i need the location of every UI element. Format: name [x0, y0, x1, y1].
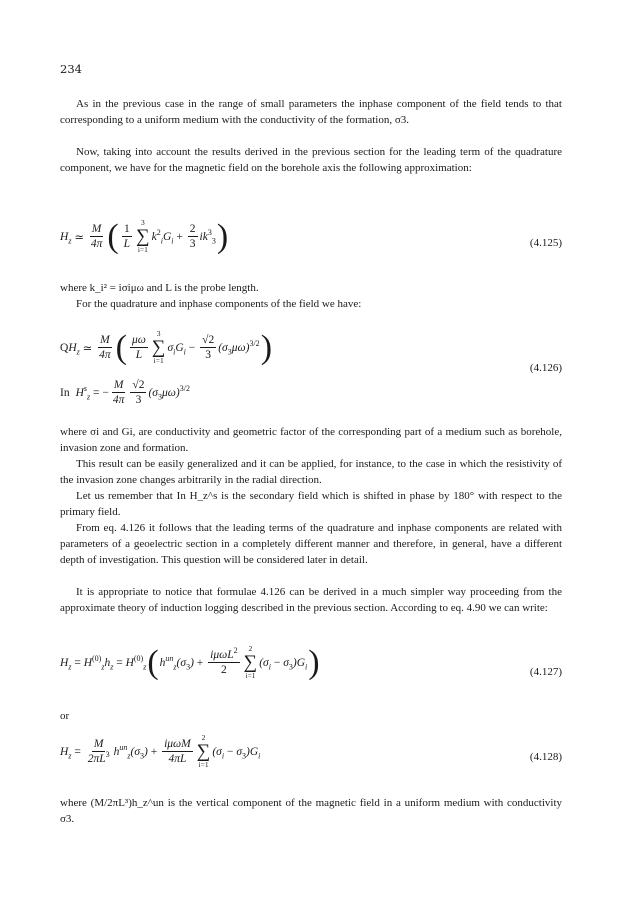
equation-4-126-quadrature: Q $H_z$ ≃ $\frac{M}{4\pi}$ ( $\frac{\mu\omega}{L}$ 3 ∑ i=1 $\sigma_iG_i$ − $\frac{√2}{3}$ $(\sigma_3\mu\omega)^{3/2}$ ) [60, 328, 273, 366]
paragraph-8: From eq. 4.126 it follows that the leading terms of the quadrature and inphase components are related with parameters of a geoelectric section in a completely different manner and therefore, in general, have a different depth of investigation. This question will be considered later in detail. [60, 522, 562, 566]
paragraph-9: It is appropriate to notice that formulae 4.126 can be derived in a much simpler way proceeding from the approximate theory of induction logging described in the previous section. According to eq. 4.90 we can write: [60, 586, 562, 614]
paragraph-1: As in the previous case in the range of small parameters the inphase component of the field tends to that corresponding to a uniform medium with the conductivity of the formation, σ3. [60, 98, 562, 126]
paragraph-5: where σi and Gi, are conductivity and geometric factor of the corresponding part of a medium such as borehole, invasion zone and formation. [60, 426, 562, 454]
sum-lower-limit: i=1 [245, 671, 256, 680]
paragraph-7: Let us remember that In H_z^s is the secondary field which is shifted in phase by 180° with respect to the primary field. [60, 490, 562, 518]
equation-number-4-125: (4.125) [529, 237, 562, 249]
paragraph-4: For the quadrature and inphase components of the field we have: [76, 298, 362, 310]
equation-4-125: $H_z$ ≃ $\frac{M}{4\pi}$ ( $\frac{1}{L}$ 3 ∑ i=1 $k^2_iG_i$ + $\frac{2}{3}$ $ik^3_3$ ) [60, 217, 229, 255]
sum-upper-limit: 3 [156, 329, 161, 338]
paragraph-11: where (M/2πL³)h_z^un is the vertical component of the magnetic field in a uniform medium with conductivity σ3. [60, 797, 562, 825]
sum-lower-limit: i=1 [198, 760, 209, 769]
sum-upper-limit: 2 [201, 733, 206, 742]
equation-4-127: $H_z$ = $H^{(0)}_zh_z$ = $H^{(0)}_z$ ( $h^{un}_z(\sigma_3)$ + $\frac{i\mu\omega L^2}{2}$ 2 ∑ i=1 $(\sigma_i - \sigma_3)G_i$ ) [60, 643, 320, 681]
page-number: 234 [60, 62, 82, 76]
sum-upper-limit: 2 [248, 644, 253, 653]
sum-lower-limit: i=1 [137, 245, 148, 254]
equation-number-4-128: (4.128) [529, 751, 562, 763]
paragraph-3: where k_i² = iσiμω and L is the probe length. [60, 282, 259, 294]
equation-number-4-127: (4.127) [529, 666, 562, 678]
equation-4-128: $H_z$ = $\frac{M}{2\pi L^3}$ $h^{un}_z(\sigma_3)$ + $\frac{\text{iμωM}}{4\pi L}$ 2 ∑ i=1 $(\sigma_i - \sigma_3)G_i$ [60, 733, 261, 769]
paragraph-2: Now, taking into account the results derived in the previous section for the leading term of the quadrature component, we have for the magnetic field on the borehole axis the following approximation: [60, 146, 562, 174]
equation-4-126-inphase: In $H^s_z$ = − $\frac{M}{4\pi}$ $\frac{√2}{3}$ $(\sigma_3\mu\omega)^{3/2}$ [60, 379, 190, 406]
sum-upper-limit: 3 [140, 218, 145, 227]
paragraph-6: This result can be easily generalized and it can be applied, for instance, to the case in which the resistivity of the invasion zone changes arbitrarily in the radial direction. [60, 458, 562, 486]
paragraph-10: or [60, 710, 70, 722]
sum-lower-limit: i=1 [153, 356, 164, 365]
equation-number-4-126: (4.126) [529, 362, 562, 374]
